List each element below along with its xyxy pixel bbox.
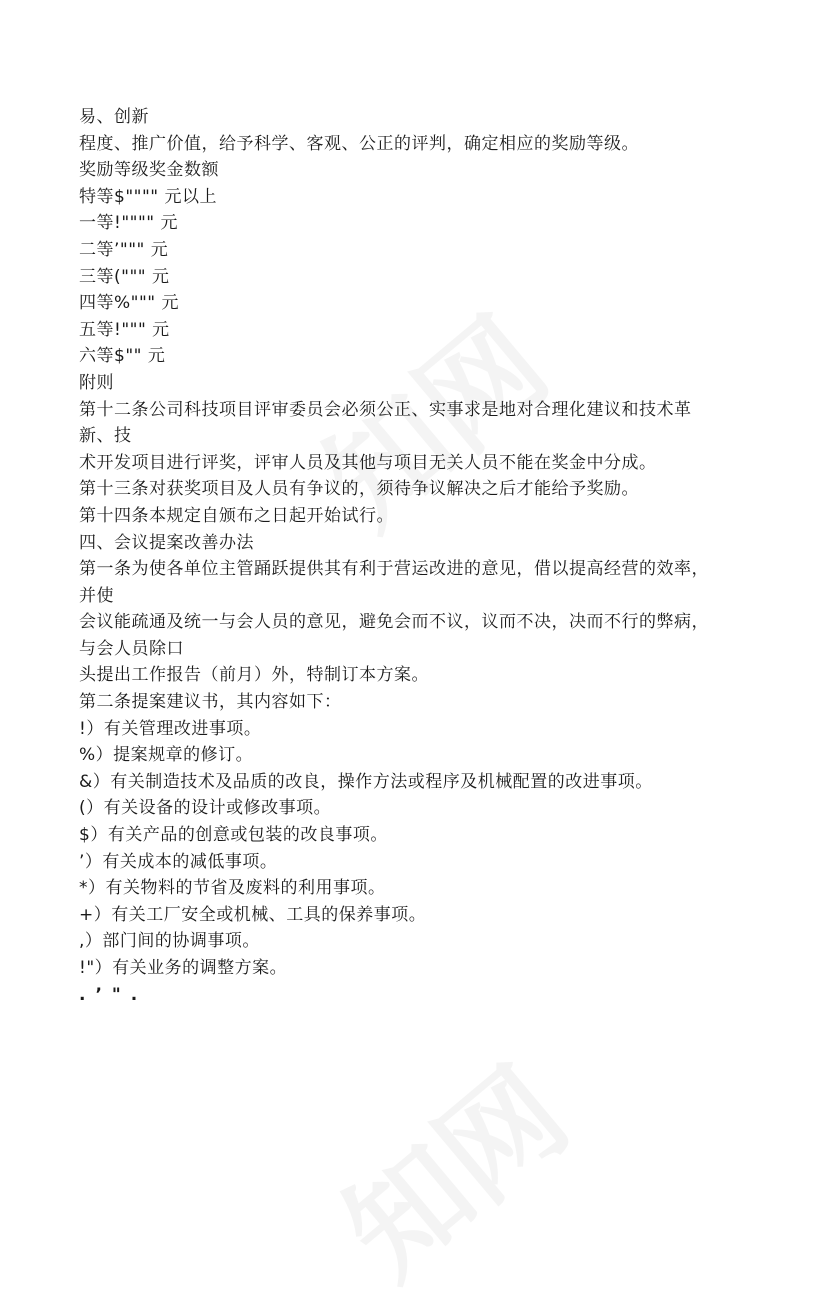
article-1-cont: 并使	[79, 585, 114, 606]
award-table-heading: 奖励等级奖金数额	[79, 160, 219, 181]
list-item: !"）有关业务的调整方案。	[79, 958, 288, 978]
list-item: +）有关工厂安全或机械、工具的保养事项。	[79, 904, 427, 925]
document-body	[79, 104, 779, 1008]
award-level-1: 一等!"""" 元	[79, 213, 178, 234]
text-line: 程度、推广价值，给予科学、客观、公正的评判，确定相应的奖励等级。	[79, 133, 639, 154]
article-12: 第十二条公司科技项目评审委员会必须公正、实事求是地对合理化建议和技术革	[79, 399, 692, 420]
article-12-cont: 新、技	[79, 426, 132, 447]
list-item: ,）部门间的协调事项。	[79, 931, 260, 952]
list-item: %）提案规章的修订。	[79, 745, 254, 766]
award-level-special: 特等$"""" 元以上	[79, 186, 217, 207]
list-item: (）有关设备的设计或修改事项。	[79, 798, 332, 819]
article-2: 第二条提案建议书，其内容如下：	[79, 692, 342, 713]
trailing-marks: .’".	[79, 984, 148, 1005]
article-1-cont: 会议能疏通及统一与会人员的意见，避免会而不议，议而不决，决而不行的弊病，	[79, 612, 709, 633]
award-level-2: 二等’""" 元	[79, 239, 169, 260]
list-item: &）有关制造技术及品质的改良，操作方法或程序及机械配置的改进事项。	[79, 771, 653, 792]
award-level-5: 五等!""" 元	[79, 319, 170, 340]
article-14: 第十四条本规定自颁布之日起开始试行。	[79, 505, 394, 526]
list-item: *）有关物料的节省及废料的利用事项。	[79, 878, 386, 899]
article-1: 第一条为使各单位主管踊跃提供其有利于营运改进的意见，借以提高经营的效率，	[79, 559, 709, 580]
article-12-cont: 术开发项目进行评奖，评审人员及其他与项目无关人员不能在奖金中分成。	[79, 452, 657, 473]
article-1-cont: 头提出工作报告（前月）外，特制订本方案。	[79, 665, 429, 686]
award-level-4: 四等%""" 元	[79, 293, 180, 314]
award-level-6: 六等$"" 元	[79, 346, 166, 367]
article-1-cont: 与会人员除口	[79, 638, 184, 659]
list-item: !）有关管理改进事项。	[79, 718, 262, 739]
award-level-3: 三等(""" 元	[79, 266, 170, 287]
section-heading: 四、会议提案改善办法	[79, 532, 254, 553]
section-heading: 附则	[79, 372, 114, 393]
watermark	[303, 1023, 597, 1309]
article-13: 第十三条对获奖项目及人员有争议的，须待争议解决之后才能给予奖励。	[79, 479, 639, 500]
text-line: 易、创新	[79, 107, 149, 127]
list-item: ’）有关成本的减低事项。	[79, 851, 278, 872]
list-item: $）有关产品的创意或包装的改良事项。	[79, 825, 388, 846]
